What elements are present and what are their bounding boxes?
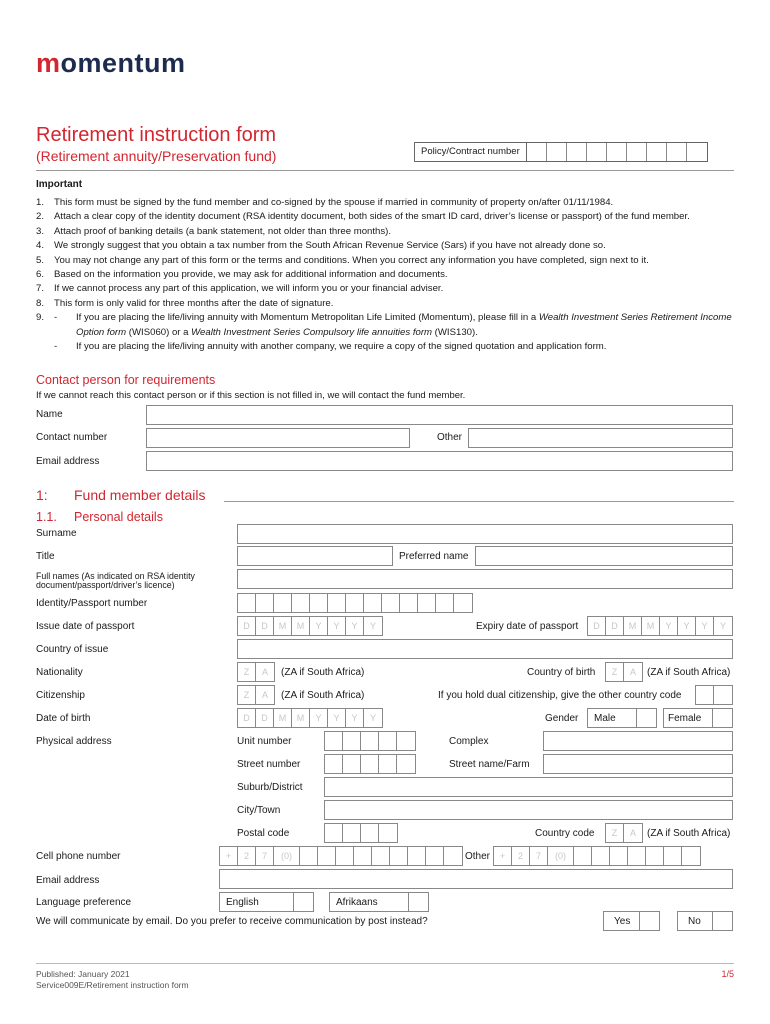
section1-number: 1: bbox=[36, 487, 48, 503]
country-issue-input[interactable] bbox=[237, 639, 733, 659]
phone-cell[interactable] bbox=[682, 847, 700, 865]
divider bbox=[36, 170, 734, 171]
subsection-number: 1.1. bbox=[36, 510, 57, 524]
za-note: (ZA if South Africa) bbox=[281, 690, 365, 701]
date-cell[interactable]: D bbox=[606, 617, 624, 635]
country-cell[interactable] bbox=[714, 686, 732, 704]
page-title: Retirement instruction form bbox=[36, 124, 277, 146]
suburb-input[interactable] bbox=[324, 777, 733, 797]
language-english-option[interactable] bbox=[219, 892, 314, 912]
list-item: 4. We strongly suggest that you obtain a tax number from the South African Revenue Service (Sars) if you have not already done so. bbox=[36, 240, 606, 252]
contact-email-label: Email address bbox=[36, 456, 100, 467]
footer bbox=[36, 969, 189, 991]
page-subtitle: (Retirement annuity/Preservation fund) bbox=[36, 148, 277, 164]
id-digit[interactable] bbox=[382, 594, 400, 612]
list-item: 8. This form is only valid for three months after the date of signature. bbox=[36, 297, 334, 309]
yes-label: Yes bbox=[614, 915, 631, 927]
post-no-option[interactable] bbox=[677, 911, 733, 931]
id-digit[interactable] bbox=[292, 594, 310, 612]
country-cell[interactable] bbox=[696, 686, 714, 704]
date-cell[interactable]: Y bbox=[660, 617, 678, 635]
policy-digit[interactable] bbox=[627, 143, 647, 161]
street-digit[interactable] bbox=[325, 755, 343, 773]
surname-label: Surname bbox=[36, 528, 77, 539]
unit-digit[interactable] bbox=[379, 732, 397, 750]
gender-female-option[interactable] bbox=[663, 708, 733, 728]
phone-cell[interactable]: (0) bbox=[274, 847, 300, 865]
country-cell[interactable]: A bbox=[629, 667, 636, 677]
language-afrikaans-option[interactable] bbox=[329, 892, 429, 912]
issue-date-label: Issue date of passport bbox=[36, 621, 135, 632]
street-digit[interactable] bbox=[397, 755, 415, 773]
post-yes-option[interactable] bbox=[603, 911, 660, 931]
za-note: (ZA if South Africa) bbox=[647, 828, 731, 839]
important-heading: Important bbox=[36, 179, 83, 190]
phone-cell[interactable] bbox=[646, 847, 664, 865]
date-cell[interactable]: M bbox=[292, 617, 310, 635]
date-cell[interactable]: D bbox=[588, 617, 606, 635]
phone-cell[interactable]: (0) bbox=[548, 847, 574, 865]
gender-male-option[interactable] bbox=[587, 708, 657, 728]
street-digit[interactable] bbox=[379, 755, 397, 773]
surname-input[interactable] bbox=[237, 524, 733, 544]
complex-label: Complex bbox=[449, 736, 489, 747]
id-digit[interactable] bbox=[328, 594, 346, 612]
phone-cell[interactable] bbox=[610, 847, 628, 865]
subsection-heading: Personal details bbox=[74, 510, 163, 524]
no-checkbox[interactable] bbox=[712, 912, 732, 930]
contact-note: If we cannot reach this contact person or if this section is not filled in, we will contact the fund member. bbox=[36, 390, 466, 401]
id-digit[interactable] bbox=[364, 594, 382, 612]
date-cell[interactable]: D bbox=[238, 617, 256, 635]
policy-digit[interactable] bbox=[567, 143, 587, 161]
phone-cell[interactable] bbox=[664, 847, 682, 865]
full-names-label: Full names (As indicated on RSA identity document/passport/driver’s licence) bbox=[36, 571, 195, 590]
complex-input[interactable] bbox=[543, 731, 733, 751]
contact-number-label: Contact number bbox=[36, 432, 108, 443]
suburb-label: Suburb/District bbox=[237, 782, 303, 793]
unit-number-label: Unit number bbox=[237, 736, 292, 747]
citizenship-grid[interactable] bbox=[237, 685, 275, 705]
country-code-label: Country code bbox=[535, 828, 595, 839]
id-number-label: Identity/Passport number bbox=[36, 598, 148, 609]
date-cell[interactable]: Y bbox=[328, 617, 346, 635]
contact-email-input[interactable] bbox=[146, 451, 733, 471]
policy-digit[interactable] bbox=[587, 143, 607, 161]
preferred-name-label: Preferred name bbox=[399, 551, 469, 562]
date-cell[interactable]: Y bbox=[310, 617, 328, 635]
list-item: 7. If we cannot process any part of this application, we will inform you or your financial adviser. bbox=[36, 283, 444, 295]
divider bbox=[224, 501, 734, 502]
postal-digit[interactable] bbox=[361, 824, 379, 842]
expiry-date-grid[interactable] bbox=[587, 616, 733, 636]
date-cell[interactable]: D bbox=[256, 617, 274, 635]
street-number-grid[interactable] bbox=[324, 754, 416, 774]
english-checkbox[interactable] bbox=[293, 893, 313, 911]
cell-phone-grid[interactable] bbox=[219, 846, 463, 866]
phone-cell[interactable]: + bbox=[220, 847, 238, 865]
street-number-label: Street number bbox=[237, 759, 301, 770]
id-digit[interactable] bbox=[346, 594, 364, 612]
date-cell[interactable]: D bbox=[256, 709, 274, 727]
postal-digit[interactable] bbox=[343, 824, 361, 842]
afrikaans-checkbox[interactable] bbox=[408, 893, 428, 911]
phone-cell[interactable] bbox=[318, 847, 336, 865]
footer-divider bbox=[36, 963, 734, 964]
postal-digit[interactable] bbox=[379, 824, 397, 842]
postal-digit[interactable] bbox=[325, 824, 343, 842]
nationality-grid[interactable] bbox=[237, 662, 275, 682]
yes-checkbox[interactable] bbox=[639, 912, 659, 930]
unit-digit[interactable] bbox=[325, 732, 343, 750]
email-input[interactable] bbox=[219, 869, 733, 889]
list-item: 6. Based on the information you provide, we may ask for additional information and documents. bbox=[36, 269, 448, 281]
physical-address-label: Physical address bbox=[36, 736, 112, 747]
id-digit[interactable] bbox=[454, 594, 472, 612]
policy-digit[interactable] bbox=[547, 143, 567, 161]
dual-citizenship-label: If you hold dual citizenship, give the other country code bbox=[438, 690, 682, 701]
id-digit[interactable] bbox=[436, 594, 454, 612]
dual-citizenship-grid[interactable] bbox=[695, 685, 733, 705]
date-cell[interactable]: M bbox=[274, 709, 292, 727]
phone-cell[interactable] bbox=[426, 847, 444, 865]
date-cell[interactable]: Y bbox=[719, 621, 726, 631]
date-cell[interactable]: Y bbox=[328, 709, 346, 727]
id-digit[interactable] bbox=[310, 594, 328, 612]
phone-cell[interactable] bbox=[390, 847, 408, 865]
full-names-input[interactable] bbox=[237, 569, 733, 589]
contact-number-input[interactable] bbox=[146, 428, 410, 448]
country-cell[interactable]: Z bbox=[606, 663, 624, 681]
id-digit[interactable] bbox=[274, 594, 292, 612]
list-item: 9. - If you are placing the life/living annuity with Momentum Metropolitan Life Limited (Momentum), please fill in a Wealth Investment Series Retirement Income Option form (WIS060) or a Wealth Investment Series Compulsory life annuities form (WIS130). bbox=[36, 312, 732, 338]
nationality-label: Nationality bbox=[36, 667, 83, 678]
published-date: Published: January 2021 bbox=[36, 969, 130, 979]
phone-cell[interactable] bbox=[574, 847, 592, 865]
postal-code-grid[interactable] bbox=[324, 823, 398, 843]
list-item: - If you are placing the life/living annuity with another company, we require a copy of the signed quotation and application form. bbox=[54, 341, 607, 353]
street-digit[interactable] bbox=[343, 755, 361, 773]
id-digit[interactable] bbox=[256, 594, 274, 612]
unit-digit[interactable] bbox=[397, 732, 415, 750]
list-item: 5. You may not change any part of this form or the terms and conditions. When you correct any information you have completed, sign next to it. bbox=[36, 254, 649, 266]
phone-cell[interactable] bbox=[408, 847, 426, 865]
dob-label: Date of birth bbox=[36, 713, 91, 724]
city-label: City/Town bbox=[237, 805, 281, 816]
gender-label: Gender bbox=[545, 713, 579, 724]
postal-code-label: Postal code bbox=[237, 828, 290, 839]
momentum-logo: momentum bbox=[36, 48, 186, 78]
policy-digit[interactable] bbox=[527, 143, 547, 161]
za-note: (ZA if South Africa) bbox=[281, 667, 365, 678]
preferred-name-input[interactable] bbox=[475, 546, 733, 566]
phone-cell[interactable]: + bbox=[494, 847, 512, 865]
contact-name-label: Name bbox=[36, 409, 63, 420]
expiry-date-label: Expiry date of passport bbox=[476, 621, 579, 632]
policy-number-label: Policy/Contract number bbox=[415, 143, 527, 161]
policy-digit[interactable] bbox=[667, 143, 687, 161]
date-cell[interactable]: M bbox=[292, 709, 310, 727]
list-item: 3. Attach proof of banking details (a bank statement, not older than three months). bbox=[36, 225, 392, 237]
contact-heading: Contact person for requirements bbox=[36, 373, 216, 387]
list-item: 2. Attach a clear copy of the identity document (RSA identity document, both sides of the smart ID card, driver’s license or passport) of the fund member. bbox=[36, 211, 690, 223]
country-code-grid[interactable] bbox=[605, 823, 643, 843]
contact-other-label: Other bbox=[437, 432, 463, 443]
form-code: Service009E/Retirement instruction form bbox=[36, 980, 189, 990]
date-cell[interactable]: Y bbox=[310, 709, 328, 727]
date-cell[interactable]: M bbox=[274, 617, 292, 635]
title-input[interactable] bbox=[237, 546, 393, 566]
city-input[interactable] bbox=[324, 800, 733, 820]
date-cell[interactable]: Y bbox=[678, 617, 696, 635]
date-cell[interactable]: Y bbox=[696, 617, 714, 635]
country-birth-grid[interactable] bbox=[605, 662, 643, 682]
phone-cell[interactable] bbox=[444, 847, 462, 865]
date-cell[interactable]: M bbox=[624, 617, 642, 635]
phone-cell[interactable] bbox=[628, 847, 646, 865]
street-name-input[interactable] bbox=[543, 754, 733, 774]
id-digit[interactable] bbox=[400, 594, 418, 612]
phone-cell[interactable] bbox=[336, 847, 354, 865]
post-question: We will communicate by email. Do you prefer to receive communication by post instead? bbox=[36, 916, 428, 927]
phone-cell[interactable] bbox=[592, 847, 610, 865]
phone-cell[interactable] bbox=[372, 847, 390, 865]
citizenship-label: Citizenship bbox=[36, 690, 85, 701]
issue-date-grid[interactable] bbox=[237, 616, 383, 636]
street-name-label: Street name/Farm bbox=[449, 759, 530, 770]
section1-heading: Fund member details bbox=[74, 487, 206, 503]
unit-digit[interactable] bbox=[343, 732, 361, 750]
date-cell[interactable]: Y bbox=[369, 713, 376, 723]
country-birth-label: Country of birth bbox=[527, 667, 596, 678]
email-label: Email address bbox=[36, 875, 100, 886]
male-checkbox[interactable] bbox=[636, 709, 656, 727]
important-list bbox=[36, 196, 736, 354]
date-cell[interactable]: Y bbox=[346, 617, 364, 635]
title-label: Title bbox=[36, 551, 55, 562]
country-cell[interactable]: Z bbox=[606, 824, 624, 842]
date-cell[interactable]: M bbox=[642, 617, 660, 635]
contact-other-input[interactable] bbox=[468, 428, 733, 448]
female-checkbox[interactable] bbox=[712, 709, 732, 727]
other-phone-grid[interactable] bbox=[493, 846, 701, 866]
phone-cell[interactable]: 2 bbox=[512, 847, 530, 865]
dob-grid[interactable] bbox=[237, 708, 383, 728]
policy-digit[interactable] bbox=[647, 143, 667, 161]
street-digit[interactable] bbox=[361, 755, 379, 773]
unit-digit[interactable] bbox=[361, 732, 379, 750]
other-phone-label: Other bbox=[465, 851, 491, 862]
id-digit[interactable] bbox=[238, 594, 256, 612]
country-cell[interactable]: Z bbox=[238, 663, 256, 681]
phone-cell[interactable]: 7 bbox=[256, 847, 274, 865]
unit-number-grid[interactable] bbox=[324, 731, 416, 751]
country-cell[interactable]: Z bbox=[238, 686, 256, 704]
male-label: Male bbox=[594, 712, 616, 724]
policy-digit[interactable] bbox=[687, 143, 707, 161]
date-cell[interactable]: Y bbox=[369, 621, 376, 631]
policy-digit[interactable] bbox=[607, 143, 627, 161]
policy-number-field[interactable] bbox=[414, 142, 708, 162]
country-cell[interactable]: A bbox=[261, 690, 268, 700]
phone-cell[interactable]: 2 bbox=[238, 847, 256, 865]
phone-cell[interactable] bbox=[354, 847, 372, 865]
date-cell[interactable]: Y bbox=[346, 709, 364, 727]
list-item: 1. This form must be signed by the fund member and co-signed by the spouse if married in community of property on/after 01/11/1984. bbox=[36, 197, 614, 208]
id-digit[interactable] bbox=[418, 594, 436, 612]
english-label: English bbox=[226, 896, 259, 908]
cell-phone-label: Cell phone number bbox=[36, 851, 121, 862]
afrikaans-label: Afrikaans bbox=[336, 896, 378, 908]
contact-name-input[interactable] bbox=[146, 405, 733, 425]
country-cell[interactable]: A bbox=[629, 828, 636, 838]
country-cell[interactable]: A bbox=[261, 667, 268, 677]
phone-cell[interactable] bbox=[300, 847, 318, 865]
language-label: Language preference bbox=[36, 897, 132, 908]
no-label: No bbox=[688, 915, 701, 927]
phone-cell[interactable]: 7 bbox=[530, 847, 548, 865]
za-note: (ZA if South Africa) bbox=[647, 667, 731, 678]
female-label: Female bbox=[668, 712, 702, 724]
date-cell[interactable]: D bbox=[238, 709, 256, 727]
id-number-grid[interactable] bbox=[237, 593, 473, 613]
page-number: 1/5 bbox=[721, 969, 734, 979]
country-issue-label: Country of issue bbox=[36, 644, 109, 655]
